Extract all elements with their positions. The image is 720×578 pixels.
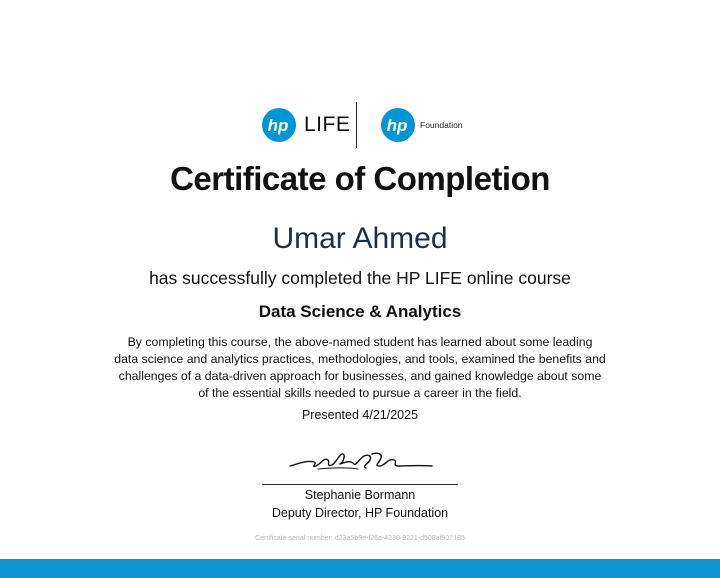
logo-header	[0, 102, 720, 148]
svg-text:hp: hp	[267, 116, 289, 135]
hp-logo-icon	[381, 108, 415, 142]
logo-divider	[356, 102, 357, 148]
signature-icon	[288, 448, 434, 474]
signature-line	[262, 484, 458, 485]
foundation-logo-text: Foundation	[420, 120, 463, 130]
completion-statement: has successfully completed the HP LIFE online course	[149, 268, 571, 288]
presented-date: Presented 4/21/2025	[301, 408, 419, 422]
description-line: By completing this course, the above-named student has learned about some leading	[127, 335, 593, 349]
hp-foundation-logo	[381, 108, 463, 142]
hp-life-logo	[262, 108, 350, 142]
course-description	[90, 334, 630, 402]
description-line: data science and analytics practices, methodologies, and tools, examined the benefits and	[114, 352, 606, 366]
description-line: of the essential skills needed to pursue a career in the field.	[198, 386, 522, 400]
certificate-title: Certificate of Completion	[170, 160, 550, 197]
hp-logo-icon	[262, 108, 296, 142]
signatory-name: Stephanie Bormann	[304, 488, 416, 502]
description-line: challenges of a data-driven approach for businesses, and gained knowledge about some	[118, 369, 602, 383]
certificate-serial-number: Certificate serial number: d23a5b9e-f26a-4230-9221-d508af907185	[255, 535, 465, 542]
life-logo-text: LIFE	[304, 113, 351, 136]
footer-bar	[0, 559, 720, 578]
signatory-title: Deputy Director, HP Foundation	[271, 506, 449, 520]
recipient-name: Umar Ahmed	[272, 222, 448, 255]
svg-text:hp: hp	[386, 116, 408, 135]
course-name: Data Science & Analytics	[258, 302, 462, 321]
